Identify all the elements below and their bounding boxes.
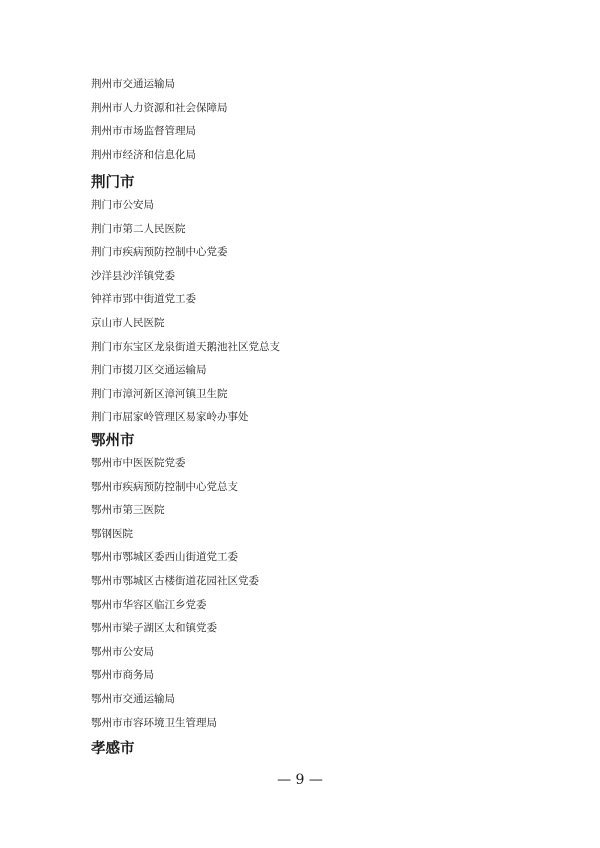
list-item: 荆门市漳河新区漳河镇卫生院	[91, 387, 228, 400]
list-item: 荆州市人力资源和社会保障局	[91, 101, 228, 114]
list-item: 沙洋县沙洋镇党委	[91, 269, 175, 282]
page-number: — 9 —	[277, 772, 323, 788]
list-item: 鄂州市中医医院党委	[91, 457, 186, 469]
list-item: 京山市人民医院	[91, 316, 165, 329]
list-item: 荆州市经济和信息化局	[91, 148, 196, 161]
list-item: 鄂州市交通运输局	[91, 692, 175, 705]
list-item: 鄂州市公安局	[91, 645, 154, 658]
list-item: 鄂州市华容区临江乡党委	[91, 598, 207, 611]
list-item: 钟祥市郢中街道党工委	[91, 293, 196, 306]
list-item: 鄂钢医院	[91, 527, 133, 540]
list-item: 鄂州市梁子湖区太和镇党委	[91, 622, 217, 635]
list-item: 荆门市疾病预防控制中心党委	[91, 246, 228, 259]
jingzhou-continuation-list	[91, 73, 551, 167]
section-ezhou	[91, 430, 551, 735]
list-item: 荆门市东宝区龙泉街道天鹅池社区党总支	[91, 340, 280, 353]
section-heading: 荆门市	[91, 175, 135, 191]
list-item: 鄂州市鄂城区委西山街道党工委	[91, 551, 238, 564]
list-item: 荆州市交通运输局	[91, 78, 175, 90]
list-item: 荆门市掇刀区交通运输局	[91, 364, 207, 377]
section-heading: 孝感市	[91, 741, 135, 757]
list-item: 鄂州市鄂城区古楼街道花园社区党委	[91, 574, 259, 587]
list-item: 鄂州市商务局	[91, 669, 154, 682]
list-item: 荆门市屈家岭管理区易家岭办事处	[91, 411, 249, 424]
list-item: 鄂州市第三医院	[91, 504, 165, 517]
list-item: 荆门市公安局	[91, 199, 154, 211]
section-jingmen	[91, 172, 551, 430]
list-item: 鄂州市疾病预防控制中心党总支	[91, 480, 238, 493]
list-item: 荆州市市场监督管理局	[91, 125, 196, 138]
section-heading: 鄂州市	[91, 433, 135, 449]
list-item: 荆门市第二人民医院	[91, 222, 186, 235]
list-item: 鄂州市市容环境卫生管理局	[91, 716, 217, 729]
section-xiaogan	[91, 738, 551, 760]
